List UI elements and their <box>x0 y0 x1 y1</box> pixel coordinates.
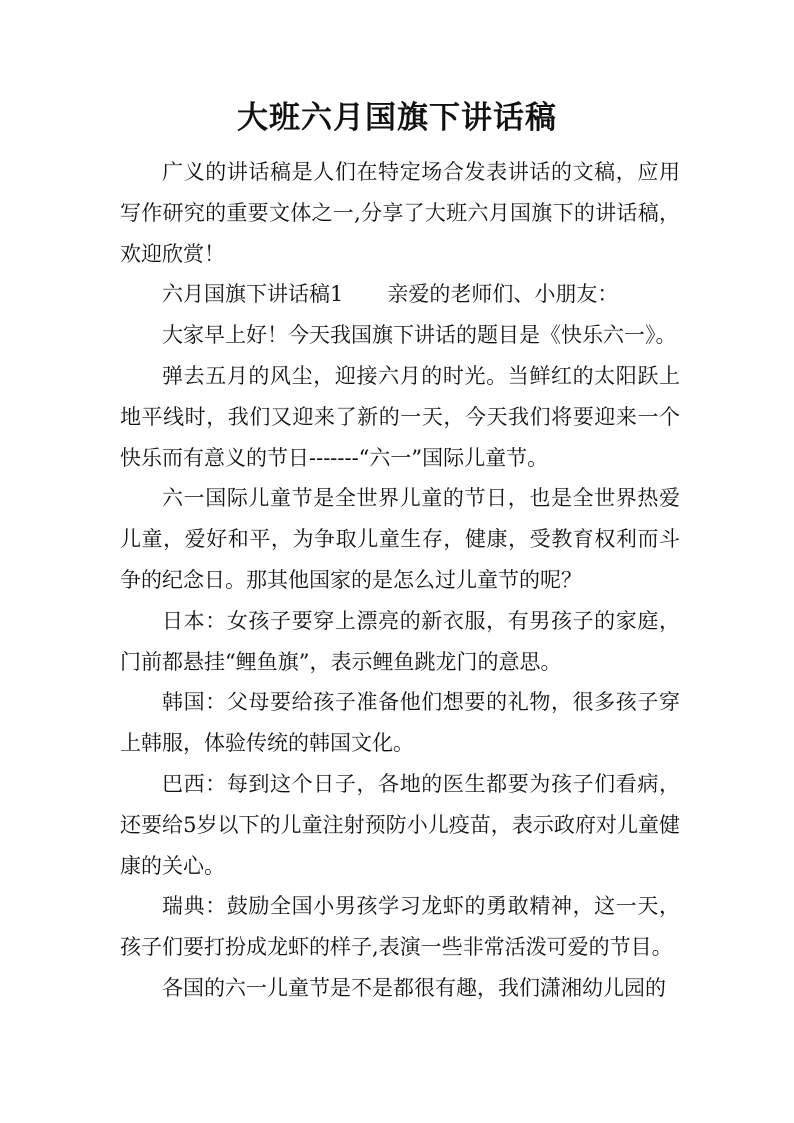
paragraph-sweden: 瑞典：鼓励全国小男孩学习龙虾的勇敢精神，这一天，孩子们要打扮成龙虾的样子,表演一些非常活泼可爱的节目。 <box>120 894 680 960</box>
paragraph-japan: 日本：女孩子要穿上漂亮的新衣服，有男孩子的家庭，门前都悬挂“鲤鱼旗”，表示鲤鱼跳龙门的意思。 <box>120 608 680 674</box>
paragraph-childrens-day: 六一国际儿童节是全世界儿童的节日，也是全世界热爱儿童，爱好和平，为争取儿童生存，健康，受教育权利而斗争的纪念日。那其他国家的是怎么过儿童节的呢？ <box>120 486 680 592</box>
paragraph-closing: 各国的六一儿童节是不是都很有趣，我们潇湘幼儿园的 <box>162 975 666 1000</box>
paragraph-june: 弹去五月的风尘，迎接六月的时光。当鲜红的太阳跃上地平线时，我们又迎来了新的一天，今天我们将要迎来一个快乐而有意义的节日-------“六一”国际儿童节。 <box>120 363 680 470</box>
document-title: 大班六月国旗下讲话稿 <box>237 100 557 136</box>
document-body <box>120 152 680 1009</box>
paragraph-intro: 广义的讲话稿是人们在特定场合发表讲话的文稿，应用写作研究的重要文体之一,分享了大班六月国旗下的讲话稿，欢迎欣赏！ <box>120 160 680 266</box>
paragraph-brazil: 巴西：每到这个日子，各地的医生都要为孩子们看病，还要给5岁以下的儿童注射预防小儿疫苗，表示政府对儿童健康的关心。 <box>120 771 680 878</box>
speech-heading: 六月国旗下讲话稿1 <box>162 282 344 307</box>
paragraph-greeting: 大家早上好！今天我国旗下讲话的题目是《快乐六一》。 <box>162 323 677 348</box>
paragraph-heading-line <box>120 274 680 315</box>
paragraph-korea: 韩国：父母要给孩子准备他们想要的礼物，很多孩子穿上韩服，体验传统的韩国文化。 <box>120 690 680 756</box>
salutation: 亲爱的老师们、小朋友： <box>387 282 619 307</box>
